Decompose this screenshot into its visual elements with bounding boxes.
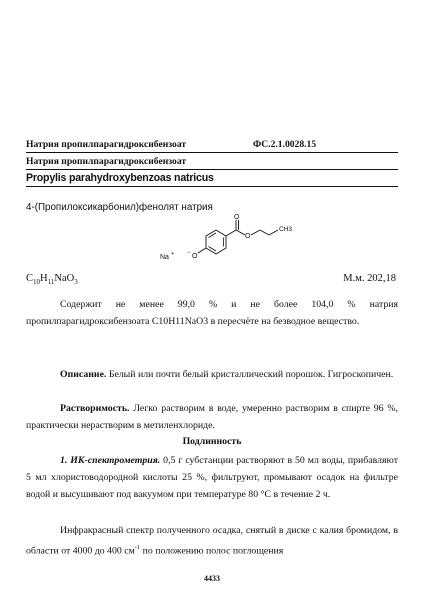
description-paragraph: Описание. Белый или почти белый кристаллический порошок. Гигроскопичен. — [60, 369, 394, 380]
description-label: Описание. — [60, 369, 107, 380]
svg-text:O: O — [234, 214, 240, 221]
molecular-mass: М.м. 202,18 — [343, 273, 396, 284]
identity-heading: Подлинность — [182, 436, 242, 447]
content-formula: C10H11NaO3 — [151, 316, 209, 327]
ir-spectrum-paragraph: Инфракрасный спектр полученного осадка, снятый в диске с калия бромидом, в области от 4000 до 400 $см^{-1}$ по положению полос поглощения — [26, 525, 398, 557]
ir-method-label: 1. ИК-спектрометрия. — [60, 455, 161, 466]
structural-formula — [150, 214, 310, 274]
header-rule-3 — [26, 186, 398, 187]
sodium-charge: + — [171, 251, 175, 257]
sodium-label: Na — [160, 254, 169, 261]
ir-method-paragraph: 1. ИК-спектрометрия. 0,5 г субстанции растворяют в 50 мл воды, прибавляют 5 мл хлористоводородной кислоты 25 %, фильтруют, промывают осадок на фильтре водой и высушивают под вакуумом при температуре 80 °С в течение 2 ч. — [26, 455, 398, 500]
monograph-title: Натрия пропилпарагидроксибензоат — [26, 139, 187, 150]
chemical-name: 4-(Пропилоксикарбонил)фенолят натрия — [26, 202, 213, 213]
anion-charge: − — [187, 250, 191, 256]
svg-text:O: O — [245, 233, 251, 240]
header-rule-2 — [26, 169, 398, 170]
content-paragraph: Содержит не менее 99,0 % и не более 104,0 % натрия пропилпарагидроксибензоата C10H11NaO3 в пересчёте на безводное вещество. — [26, 299, 398, 327]
header-rule-1 — [26, 152, 398, 153]
molecular-formula: $C_{10}H_{11}NaO_3$ — [26, 273, 78, 287]
ch3-label: CH3 — [279, 226, 293, 233]
solubility-paragraph: Растворимость. Легко растворим в воде, умеренно растворим в спирте 96 %, практически нерастворим в метиленхлориде. — [26, 403, 398, 431]
monograph-code: ФС.2.1.0028.15 — [253, 139, 317, 150]
latin-title: Propylis parahydroxybenzoas natricus — [26, 172, 214, 184]
page-number: 4433 — [204, 574, 220, 583]
phenolate-oxygen: O — [192, 253, 198, 260]
monograph-title-repeat: Натрия пропилпарагидроксибензоат — [26, 156, 187, 167]
solubility-label: Растворимость. — [60, 403, 130, 414]
